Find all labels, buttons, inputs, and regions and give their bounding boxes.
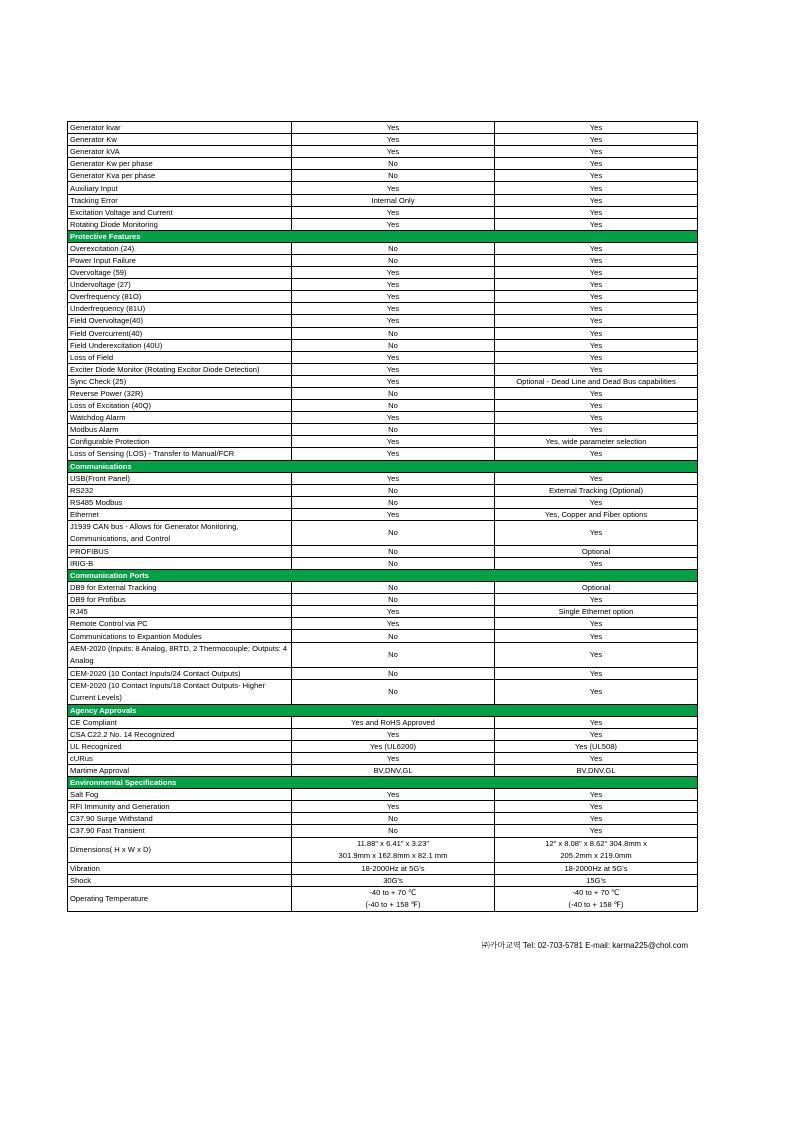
model-b-value-cell: Yes (495, 254, 698, 266)
model-a-value-cell (292, 837, 495, 862)
feature-name-cell: Tracking Error (68, 194, 292, 206)
spec-row (68, 267, 698, 279)
model-b-value-cell: 18-2000Hz at 5G's (495, 862, 698, 874)
feature-name-cell: Operating Temperature (68, 886, 292, 911)
model-b-value-cell: Yes (495, 291, 698, 303)
feature-name-cell: Sync Check (25) (68, 375, 292, 387)
feature-name-cell: Loss of Sensing (LOS) - Transfer to Manual/FCR (68, 448, 292, 460)
spec-row (68, 642, 698, 667)
model-b-value-cell: Yes (495, 134, 698, 146)
model-a-value-cell: No (292, 424, 495, 436)
spec-row (68, 254, 698, 266)
model-b-value-cell: Yes, Copper and Fiber options (495, 508, 698, 520)
model-a-value-cell: Yes (UL6200) (292, 740, 495, 752)
feature-name-cell: Vibration (68, 862, 292, 874)
model-b-value-cell: Yes (495, 303, 698, 315)
spec-row (68, 618, 698, 630)
model-a-value-cell: No (292, 242, 495, 254)
feature-name-cell: DB9 for External Tracking (68, 582, 292, 594)
spec-row (68, 242, 698, 254)
model-b-value-cell: Yes (495, 182, 698, 194)
model-b-value-cell (495, 886, 698, 911)
model-a-value-cell (292, 886, 495, 911)
feature-name-cell: DB9 for Profibus (68, 594, 292, 606)
spec-row (68, 448, 698, 460)
model-a-value-cell: No (292, 327, 495, 339)
model-a-value-cell: 18-2000Hz at 5G's (292, 862, 495, 874)
spec-row (68, 789, 698, 801)
feature-name-cell: Overfrequency (81O) (68, 291, 292, 303)
model-b-value-cell: Yes (495, 412, 698, 424)
feature-name-cell: RFI Immunity and Generation (68, 801, 292, 813)
model-b-value-cell: Yes (495, 558, 698, 570)
model-b-value-cell: Single Ethernet option (495, 606, 698, 618)
model-b-value-cell: Yes (495, 146, 698, 158)
model-a-value-cell: No (292, 496, 495, 508)
model-b-value-cell: External Tracking (Optional) (495, 484, 698, 496)
spec-row (68, 508, 698, 520)
spec-table-body (68, 122, 698, 912)
model-a-value-cell: BV,DNV,GL (292, 765, 495, 777)
model-a-value-cell: Yes (292, 134, 495, 146)
model-a-value-cell: Yes (292, 267, 495, 279)
model-b-value-cell: Yes (495, 122, 698, 134)
feature-name-cell: Excitation Voltage and Current (68, 206, 292, 218)
model-b-value-cell: Yes (495, 618, 698, 630)
feature-name-cell: cURus (68, 752, 292, 764)
spec-row (68, 837, 698, 862)
spec-row (68, 303, 698, 315)
model-a-value-cell: No (292, 679, 495, 704)
model-a-value-cell: No (292, 387, 495, 399)
model-a-value-cell: Yes (292, 789, 495, 801)
cell-line: 12" x 8.08" x 8.62" 304.8mm x (545, 838, 647, 848)
model-b-value-cell: Yes (495, 327, 698, 339)
spec-row (68, 134, 698, 146)
section-title: Protective Features (68, 230, 698, 242)
model-b-value-cell: Yes (495, 801, 698, 813)
spec-row (68, 496, 698, 508)
model-b-value-cell: 15G's (495, 874, 698, 886)
feature-name-cell: J1939 CAN bus - Allows for Generator Monitoring, Communications, and Control (68, 520, 292, 545)
feature-name-cell: Configurable Protection (68, 436, 292, 448)
model-b-value-cell: Yes (495, 339, 698, 351)
model-a-value-cell: Yes (292, 291, 495, 303)
spec-row (68, 327, 698, 339)
model-a-value-cell: No (292, 170, 495, 182)
section-title: Communication Ports (68, 570, 698, 582)
feature-name-cell: C37.90 Fast Transient (68, 825, 292, 837)
model-b-value-cell (495, 837, 698, 862)
model-b-value-cell: Yes (495, 242, 698, 254)
section-header-row (68, 230, 698, 242)
model-a-value-cell: No (292, 545, 495, 557)
section-header-row (68, 570, 698, 582)
model-b-value-cell: Yes (495, 728, 698, 740)
model-a-value-cell: Yes (292, 303, 495, 315)
section-header-row (68, 704, 698, 716)
model-a-value-cell: Yes (292, 315, 495, 327)
feature-name-cell: Generator Kva per phase (68, 170, 292, 182)
model-b-value-cell: Yes (495, 170, 698, 182)
model-a-value-cell: No (292, 582, 495, 594)
feature-name-cell: RS232 (68, 484, 292, 496)
spec-row (68, 752, 698, 764)
spec-row (68, 206, 698, 218)
model-a-value-cell: Yes (292, 448, 495, 460)
feature-name-cell: RJ45 (68, 606, 292, 618)
model-b-value-cell: Optional (495, 582, 698, 594)
feature-name-cell: Martime Approval (68, 765, 292, 777)
model-b-value-cell: Yes (495, 363, 698, 375)
model-a-value-cell: Yes (292, 218, 495, 230)
model-a-value-cell: No (292, 594, 495, 606)
spec-row (68, 412, 698, 424)
spec-row (68, 122, 698, 134)
model-b-value-cell: Yes (495, 752, 698, 764)
feature-name-cell: CEM-2020 (10 Contact Inputs/24 Contact Outputs) (68, 667, 292, 679)
model-b-value-cell: Yes (495, 158, 698, 170)
feature-name-cell: Generator kvar (68, 122, 292, 134)
feature-name-cell: Auxiliary Input (68, 182, 292, 194)
cell-line: (-40 to + 158 ℉) (568, 899, 624, 909)
feature-name-cell: Power Input Failure (68, 254, 292, 266)
spec-row (68, 630, 698, 642)
feature-name-cell: CE Compliant (68, 716, 292, 728)
model-a-value-cell: Yes (292, 206, 495, 218)
spec-row (68, 545, 698, 557)
spec-row (68, 679, 698, 704)
spec-row (68, 363, 698, 375)
model-b-value-cell: Yes (495, 825, 698, 837)
feature-name-cell: AEM-2020 (Inputs: 8 Analog, 8RTD, 2 Thermocouple; Outputs: 4 Analog (68, 642, 292, 667)
feature-name-cell: Underfrequency (81U) (68, 303, 292, 315)
spec-row (68, 182, 698, 194)
model-b-value-cell: Optional - Dead Line and Dead Bus capabilities (495, 375, 698, 387)
feature-name-cell: Remote Control via PC (68, 618, 292, 630)
spec-row (68, 520, 698, 545)
spec-row (68, 484, 698, 496)
spec-row (68, 351, 698, 363)
feature-name-cell: USB(Front Panel) (68, 472, 292, 484)
feature-name-cell: Overexcitation (24) (68, 242, 292, 254)
model-b-value-cell: BV,DNV,GL (495, 765, 698, 777)
model-a-value-cell: Yes (292, 752, 495, 764)
model-a-value-cell: No (292, 642, 495, 667)
model-a-value-cell: No (292, 520, 495, 545)
spec-row (68, 436, 698, 448)
feature-name-cell: CSA C22.2 No. 14 Recognized (68, 728, 292, 740)
feature-name-cell: Shock (68, 874, 292, 886)
feature-name-cell: Exciter Diode Monitor (Rotating Excitor Diode Detection) (68, 363, 292, 375)
feature-name-cell: Watchdog Alarm (68, 412, 292, 424)
model-a-value-cell: Internal Only (292, 194, 495, 206)
section-title: Communications (68, 460, 698, 472)
section-header-row (68, 777, 698, 789)
spec-row (68, 194, 698, 206)
feature-name-cell: C37.90 Surge Withstand (68, 813, 292, 825)
model-a-value-cell: No (292, 813, 495, 825)
spec-row (68, 472, 698, 484)
section-header-row (68, 460, 698, 472)
model-a-value-cell: Yes (292, 122, 495, 134)
model-b-value-cell: Yes (495, 789, 698, 801)
model-b-value-cell: Optional (495, 545, 698, 557)
cell-line: -40 to + 70 ℃ (572, 887, 620, 897)
model-a-value-cell: Yes and RoHS Approved (292, 716, 495, 728)
feature-name-cell: RS485 Modbus (68, 496, 292, 508)
model-a-value-cell: No (292, 630, 495, 642)
feature-name-cell: Field Underexcitation (40U) (68, 339, 292, 351)
feature-name-cell: Generator Kw (68, 134, 292, 146)
model-a-value-cell: No (292, 254, 495, 266)
model-b-value-cell: Yes (UL508) (495, 740, 698, 752)
model-a-value-cell: Yes (292, 508, 495, 520)
feature-name-cell: Loss of Field (68, 351, 292, 363)
section-title: Environmental Specifications (68, 777, 698, 789)
model-a-value-cell: No (292, 339, 495, 351)
spec-row (68, 825, 698, 837)
model-b-value-cell: Yes (495, 206, 698, 218)
feature-name-cell: Overvoltage (59) (68, 267, 292, 279)
spec-row (68, 886, 698, 911)
feature-name-cell: Generator kVA (68, 146, 292, 158)
feature-name-cell: IRIG-B (68, 558, 292, 570)
model-a-value-cell: Yes (292, 279, 495, 291)
cell-line: 205.2mm x 219.0mm (560, 850, 632, 860)
model-b-value-cell: Yes (495, 448, 698, 460)
model-a-value-cell: No (292, 825, 495, 837)
feature-name-cell: Field Overvoltage(40) (68, 315, 292, 327)
model-a-value-cell: Yes (292, 375, 495, 387)
model-b-value-cell: Yes, wide parameter selection (495, 436, 698, 448)
spec-row (68, 146, 698, 158)
spec-row (68, 740, 698, 752)
model-b-value-cell: Yes (495, 679, 698, 704)
feature-name-cell: CEM-2020 (10 Contact Inputs/18 Contact Outputs- Higher Current Levels) (68, 679, 292, 704)
model-a-value-cell: No (292, 667, 495, 679)
spec-row (68, 291, 698, 303)
feature-name-cell: Modbus Alarm (68, 424, 292, 436)
model-b-value-cell: Yes (495, 387, 698, 399)
model-a-value-cell: No (292, 400, 495, 412)
model-b-value-cell: Yes (495, 472, 698, 484)
model-a-value-cell: Yes (292, 146, 495, 158)
spec-row (68, 667, 698, 679)
spec-comparison-table (67, 121, 698, 912)
spec-row (68, 375, 698, 387)
spec-row (68, 862, 698, 874)
model-a-value-cell: Yes (292, 351, 495, 363)
spec-row (68, 594, 698, 606)
spec-row (68, 813, 698, 825)
model-b-value-cell: Yes (495, 267, 698, 279)
model-a-value-cell: No (292, 484, 495, 496)
model-b-value-cell: Yes (495, 315, 698, 327)
model-b-value-cell: Yes (495, 667, 698, 679)
spec-row (68, 424, 698, 436)
feature-name-cell: PROFIBUS (68, 545, 292, 557)
model-b-value-cell: Yes (495, 194, 698, 206)
model-a-value-cell: Yes (292, 182, 495, 194)
model-a-value-cell: 30G's (292, 874, 495, 886)
model-a-value-cell: Yes (292, 728, 495, 740)
spec-row (68, 279, 698, 291)
model-b-value-cell: Yes (495, 279, 698, 291)
feature-name-cell: Loss of Excitation (40Q) (68, 400, 292, 412)
model-b-value-cell: Yes (495, 496, 698, 508)
feature-name-cell: Reverse Power (32R) (68, 387, 292, 399)
model-b-value-cell: Yes (495, 594, 698, 606)
model-b-value-cell: Yes (495, 642, 698, 667)
model-b-value-cell: Yes (495, 716, 698, 728)
feature-name-cell: Rotating Diode Monitoring (68, 218, 292, 230)
feature-name-cell: UL Recognized (68, 740, 292, 752)
feature-name-cell: Undervoltage (27) (68, 279, 292, 291)
feature-name-cell: Dimensions( H x W x D) (68, 837, 292, 862)
cell-line: 301.9mm x 162.8mm x 82.1 mm (338, 850, 448, 860)
spec-row (68, 400, 698, 412)
feature-name-cell: Generator Kw per phase (68, 158, 292, 170)
model-b-value-cell: Yes (495, 520, 698, 545)
spec-row (68, 716, 698, 728)
model-b-value-cell: Yes (495, 630, 698, 642)
feature-name-cell: Field Overcurrent(40) (68, 327, 292, 339)
model-b-value-cell: Yes (495, 218, 698, 230)
model-a-value-cell: No (292, 158, 495, 170)
spec-row (68, 728, 698, 740)
model-a-value-cell: Yes (292, 436, 495, 448)
model-a-value-cell: Yes (292, 412, 495, 424)
model-b-value-cell: Yes (495, 813, 698, 825)
feature-name-cell: Salt Fog (68, 789, 292, 801)
cell-line: -40 to + 70 ℃ (369, 887, 417, 897)
spec-row (68, 339, 698, 351)
spec-row (68, 387, 698, 399)
spec-row (68, 874, 698, 886)
model-a-value-cell: No (292, 558, 495, 570)
spec-row (68, 170, 698, 182)
model-a-value-cell: Yes (292, 618, 495, 630)
cell-line: (-40 to + 158 ℉) (365, 899, 421, 909)
model-a-value-cell: Yes (292, 472, 495, 484)
model-b-value-cell: Yes (495, 400, 698, 412)
feature-name-cell: Ethernet (68, 508, 292, 520)
spec-row (68, 218, 698, 230)
section-title: Agency Approvals (68, 704, 698, 716)
model-a-value-cell: Yes (292, 801, 495, 813)
spec-row (68, 765, 698, 777)
model-a-value-cell: Yes (292, 363, 495, 375)
model-b-value-cell: Yes (495, 424, 698, 436)
footer-contact: ㈜카마교역 Tel: 02-703-5781 E-mail: karma225@chol.com (481, 941, 688, 950)
model-b-value-cell: Yes (495, 351, 698, 363)
spec-row (68, 158, 698, 170)
model-a-value-cell: Yes (292, 606, 495, 618)
cell-line: 11.88" x 6.41" x 3.23" (356, 838, 430, 848)
feature-name-cell: Communications to Expantion Modules (68, 630, 292, 642)
spec-row (68, 606, 698, 618)
spec-row (68, 558, 698, 570)
spec-row (68, 582, 698, 594)
spec-row (68, 801, 698, 813)
spec-row (68, 315, 698, 327)
